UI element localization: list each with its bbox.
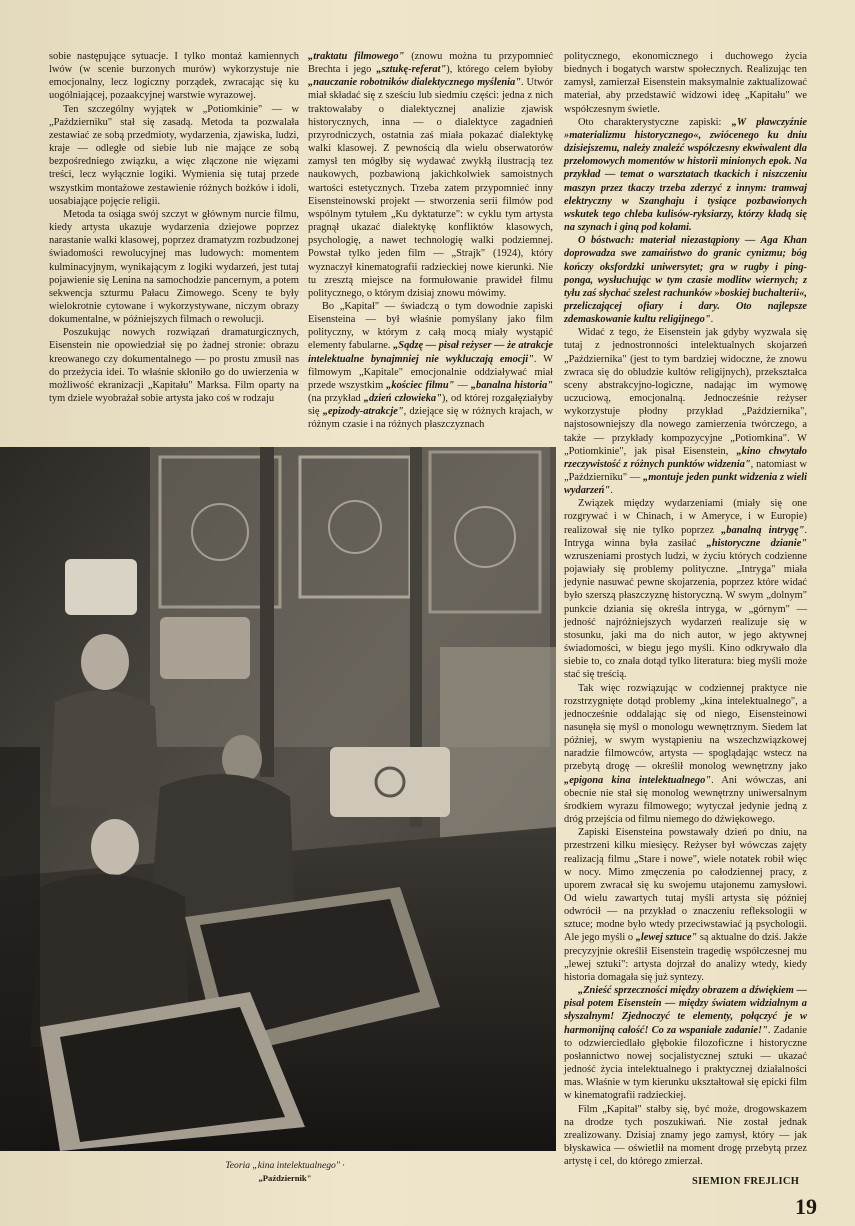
text-segment: . Zadanie to odzwierciedlało głębokie filozoficzne i historyczne posłannictwo nowej socjalistycznej sztuki — ukazać jedność życia intelektualnego i praktycznej działalności mas. Właśnie w tym kierunku ukształtował się epicki film w kinematografii radzieckiej. xyxy=(564,1024,807,1102)
text-segment: Tak więc rozwiązując w codziennej praktyce nie rozstrzygnięte dotąd problemy „kina intelektualnego", a jednocześnie oddalając się od niego, Eisensteinowi nasunęła się myśl o monologu wewnętrznym. Siedem lat później, w swym wystąpieniu na wszechzwiązkowej naradzie filmowców, artysta — spoglądając wstecz na przebytą drogę — określił monolog wewnętrzny jako xyxy=(564,682,807,773)
text-segment: . Ani wówczas, ani obecnie nie stał się monolog wewnętrzny uniwersalnym środkiem wyrazu filmowego; wytyczał jedynie jedną z dróg przejścia od filmu niemego do dźwiękowego. xyxy=(564,774,807,826)
text-segment: , dziejące się w różnych krajach, w różnym czasie i na różnych płaszczyznach xyxy=(308,406,553,431)
text-segment: Bo „Kapitał" — świadczą o tym dowodnie zapiski Eisensteina — był właśnie pomyślany jako film polityczny, w którym z całą mocą miały wystąpić elementy fabularne. xyxy=(308,300,553,352)
caption-subtitle: „Październik" xyxy=(258,1173,312,1183)
quote-segment: „kościec filmu" xyxy=(386,379,455,391)
quote-segment: O bóstwach: materiał niezastąpiony — Aga Khan doprowadza swe zamaiństwo do granic cynizmu; bóg kończy oksfordzki uniwersytet; gra w rugby i ping-ponga, wysłuchując w tym czasie modlitw wiernych; z tyłu zaś słychać szelest rachunków »boskiej buchalterii«, przeliczającej ofiary i dary. Oto najlepsze zdemaskowanie kultu religijnego" xyxy=(564,235,807,326)
film-still-photo xyxy=(0,447,556,1151)
paragraph xyxy=(564,234,807,326)
text-segment: . xyxy=(610,485,613,497)
text-segment: są aktualne do dziś. Jakże precyzyjnie określił Eisenstein tragedię współczesnej mu „lewej sztuki": artysta dojrzał do analizy wtedy, kiedy historia domagała się już syntezy. xyxy=(564,932,807,983)
author-signature: SIEMION FREJLICH xyxy=(692,1176,800,1187)
paragraph: Metoda ta osiąga swój szczyt w głównym nurcie filmu, kiedy artysta ukazuje wydarzenia dziejowe poprzez narastanie walki klasowej, poprzez dramatyzm rozbudzonej świadomości rewolucyjnej mas ludowych: momentem kulminacyjnym, wynikającym z logiki wydarzeń, jest tutaj pojawienie się Lenina na samochodzie pancernym, a potem sekwencja szturmu Pałacu Zimowego. Sceny te były wielokrotnie cytowane i wykorzystywane, niczym obrazy dokumentalne, w późniejszych filmach o rewolucji. xyxy=(49,208,299,326)
text-column-3 xyxy=(564,50,807,1168)
text-segment: wzruszeniami prostych ludzi, w życiu których codzienne pojawiały się problemy polityczne. „Intryga" miała jedynie nasuwać pewne skojarzenia, poprzez które widać było szerszą płaszczyznę historyczną. W swym „dolnym" punkcie dziania się określa intryga, w „górnym" — jedność najróżniejszych wydarzeń realizuje się w stosunku, jaki ma do nich autor, w jego aktywnej świadomości, w biegu jego myśli. Kino odkrywało dla siebie to, co znała dotąd tylko literatura: bieg myśli może stać się treścią. xyxy=(564,550,807,681)
paragraph xyxy=(308,300,553,432)
quote-segment: „lewej sztuce" xyxy=(635,932,698,944)
paragraph: Poszukując nowych rozwiązań dramaturgicznych, Eisenstein nie opowiedział się po żadnej stronie: obrazu kreowanego czy dokumentalnego — po prostu zmusił nas do przeżycia idei. To właśnie skłoniło go do uwierzenia w możliwość ekranizacji „Kapitału" Marksa. Film oparty na tym dziele wyobrażał sobie artysta jako coś w rodzaju xyxy=(49,327,299,405)
page-number: 19 xyxy=(795,1194,817,1219)
paragraph: Ten szczególny wyjątek w „Potiomkinie" — w „Październiku" stał się zasadą. Metoda ta pozwalała zestawiać ze sobą przedmioty, wydarzenia, zjawiska, ludzi, kraje — odległe od siebie lub nie mające ze sobą bezpośredniego związku, a więc złączone nie więzami treści, lecz wyłącznie logiki. Wymienia się tutaj przede wszystkim montażowe zestawienie różnych bożków i idoli, uosabiające pojęcie religii. xyxy=(49,103,299,207)
quote-segment: „Sądzę — pisał reżyser — że atrakcje intelektualne bynajmniej nie wykluczają emocji" xyxy=(308,340,553,365)
text-segment: Oto charakterystyczne zapiski: xyxy=(578,116,732,128)
text-segment: . Intryga winna była zasiłać xyxy=(564,524,807,549)
text-segment: Widać z tego, że Eisenstein jak gdyby wyzwala się tutaj z jednostronności intelektualnych skojarzeń „Października" (jest to tym bardziej widoczne, że znowu zwraca się do obludzie kultów religijnych), przekształca sceny abstrakcyjno-logiczne, nadając im wymowę uczuciową, emocjonalną. Jednocześnie reżyser wykorzystuje płodny przykład „Października", najstosowniejszy dla nowego zamierzenia twórczego, a także — przykłady kompozycyjne „Potiomkina". W „Potiomkinie", jak pisał Eisenstein, xyxy=(564,327,807,457)
quote-segment: „banalną intrygę" xyxy=(721,524,805,536)
quote-segment: „traktatu filmowego" xyxy=(308,51,405,62)
quote-segment: „epizody-atrakcje" xyxy=(322,406,404,418)
paragraph: sobie następujące sytuacje. I tylko montaż kamiennych lwów (w scenie burzonych murów) wykorzystuje nie emocjonalny, lecz logiczny porządek, zwracając się ku uogólniającej, pozaakcyjnej warstwie wyrazowej. xyxy=(49,51,299,102)
text-segment: . Utwór miał składać się z sześciu lub siedmiu części: jedna z nich traktowałaby o dialektycznej analizie zjawisk historycznych, inna — o dialektyce zagadnień przyrodniczych, ostatnia zaś miała pokazać dialektykę walki klasowej. Z pewnością dla wielu obserwatorów zamysł ten mógłby się wydawać zwykłą ilustracją tez naukowych, pozbawioną jakichkolwiek samoistnych wartości estetycznych. Trzeba zatem przypomnieć inny Eisensteinowski projekt — stworzenia serii filmów pod wspólnym tytułem „Ku dyktaturze": w cyklu tym artysta pragnął ukazać dialektykę konfliktów klasowych, psychologię, a nawet technologię walki podziemnej. Powstał tylko jeden film — „Strajk" (1924), który wyznaczył kinematografii radzieckiej nowe kierunki. Nie tu zresztą miejsce na formułowanie prawideł filmu politycznego, o którym dzisiaj znowu mówimy. xyxy=(308,77,553,299)
text-segment: ), którego celem byłoby xyxy=(446,64,553,76)
paragraph xyxy=(564,50,807,116)
quote-segment: „epigona kina intelektualnego" xyxy=(564,774,712,786)
quote-segment: „sztukę-referat" xyxy=(376,64,447,76)
text-segment: Zapiski Eisensteina powstawały dzień po dniu, na przestrzeni kilku miesięcy. Reżyser był wówczas zajęty realizacją filmu „Stare i nowe", wiele notatek robił więc w nocy. Mimo zmęczenia po całodziennej pracy, z uporem zwracał się ku swojemu utajonemu zamysłowi. Od wielu zawartych tutaj myśli artysta się później odwrócił — na przykład o znaczeniu refleksologii w sztuce; modne było wtedy przeciwstawiać ją psychologii. Ale jego myśli o xyxy=(564,827,807,944)
text-segment: , natomiast w „Październiku" — xyxy=(564,458,807,483)
quote-segment: „dzień człowieka" xyxy=(363,393,442,405)
text-segment: Związek między wydarzeniami (miały się one rozgrywać i w Chinach, i w Ameryce, i w Europie) realizował się nie tylko poprzez xyxy=(564,498,807,536)
paragraph xyxy=(308,50,553,300)
paragraph xyxy=(564,497,807,681)
quote-segment: „montuje jeden punkt widzenia z wieli wydarzeń" xyxy=(564,472,807,497)
quote-segment: „kino chwytało rzeczywistość z różnych punktów widzenia" xyxy=(564,445,807,470)
paragraph xyxy=(564,984,807,1102)
photo-caption xyxy=(150,1160,420,1184)
text-segment: (znowu można tu przypomnieć Brechta i jego xyxy=(308,51,553,76)
text-segment: politycznego, ekonomicznego i duchowego życia biednych i bogatych warstw społecznych. Realizując ten zamysł, zamierzał Eisenstein maksymalnie zaktualizować materiał, aby przedstawić widzowi ideę „Kapitału" we współczesnym świetle. xyxy=(564,51,807,115)
film-still-illustration xyxy=(0,447,556,1151)
paragraph xyxy=(564,116,807,234)
caption-title: Teoria „kina intelektualnego" · xyxy=(225,1160,345,1171)
quote-segment: „historyczne dzianie" xyxy=(706,537,807,549)
text-segment: (na przykład xyxy=(308,393,364,405)
paragraph xyxy=(564,1103,807,1169)
text-segment: — xyxy=(454,379,471,391)
text-segment: . xyxy=(710,314,714,326)
text-segment: . W filmowym „Kapitale" emocjonalnie oddziaływać miał przede wszystkim xyxy=(308,353,553,391)
text-column-1 xyxy=(49,50,299,405)
paragraph xyxy=(564,326,807,497)
quote-segment: „nauczanie robotników dialektycznego myślenia" xyxy=(308,77,521,89)
paragraph xyxy=(564,826,807,984)
paragraph xyxy=(564,682,807,827)
quote-segment: „W pławczyźnie »materializmu historycznego«, zwiócenego ku dniu dzisiejszemu, należy znaleźć współczesny ekwiwalent dla przełomowych momentów w historii minionych epok. Na przykład — temat o warsztatach tkackich i niszczeniu maszyn przez tkaczy trzeba zderzyć z innym: tramwaj elektryczny w Szanghaju i tysiące pozbawionych wskutek tego chleba kulisów-ryksiarzy, którzy kładą się na szynach i giną pod kołami. xyxy=(564,116,807,234)
quote-segment: „Znieść sprzeczności między obrazem a dźwiękiem — pisał potem Eisenstein — między światem widzialnym a słyszalnym! Zjednoczyć te elementy, połączyć je w harmonijną całość! Co za wspaniałe zadanie!" xyxy=(564,985,807,1036)
text-segment: Film „Kapitał" stałby się, być może, drogowskazem na drodze tych poszukiwań. Nie został jednak zrealizowany. Dzisiaj znamy jego zamysł, który — jak błyskawica — oświetlił na moment drogę przebytą przez artystę i cel, do którego zmierzał. xyxy=(564,1103,807,1168)
text-column-2 xyxy=(308,50,553,432)
text-segment: ), od której rozgałęziałyby się xyxy=(308,393,553,418)
quote-segment: „banalna historia" xyxy=(470,379,553,391)
